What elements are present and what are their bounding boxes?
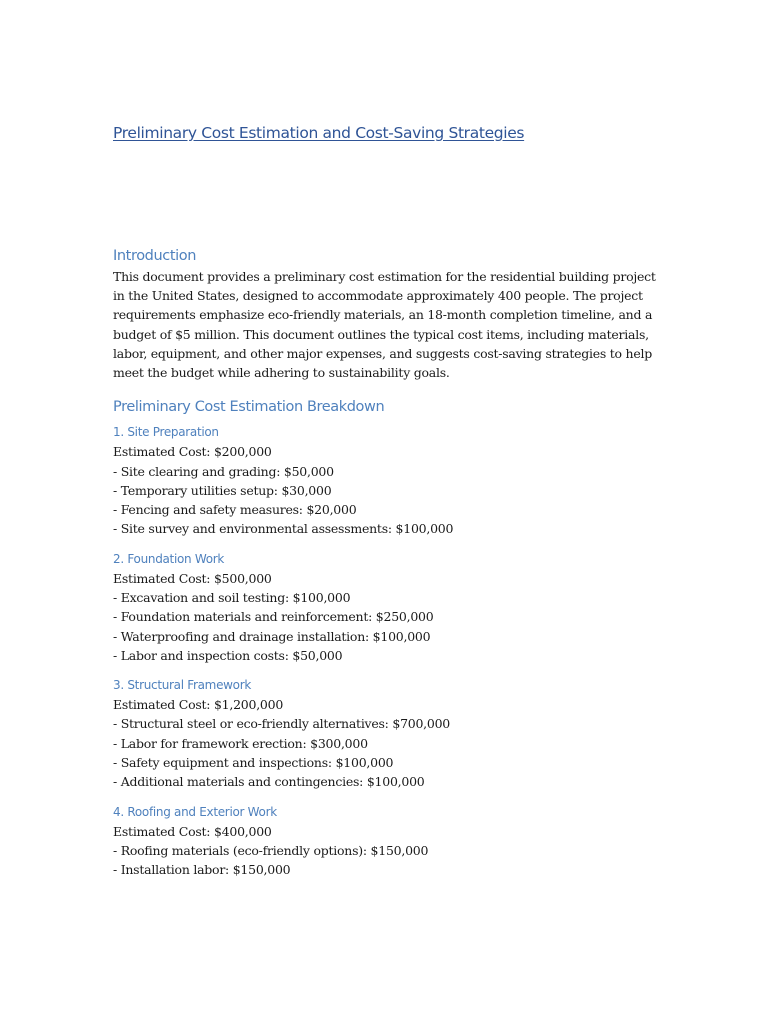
cost-item: - Temporary utilities setup: $30,000 (113, 482, 332, 498)
section-heading: 1. Site Preparation (113, 425, 219, 440)
section-roofing-exterior (113, 803, 658, 880)
section-heading: 3. Structural Framework (113, 678, 251, 693)
section-structural-framework (113, 676, 658, 791)
estimated-cost: Estimated Cost: $400,000 (113, 823, 272, 839)
cost-item: - Installation labor: $150,000 (113, 862, 291, 878)
cost-item: - Waterproofing and drainage installation: $100,000 (113, 628, 431, 644)
document-title: Preliminary Cost Estimation and Cost-Saving Strategies (113, 124, 525, 142)
cost-item: - Safety equipment and inspections: $100,000 (113, 755, 394, 771)
cost-item: - Additional materials and contingencies: $100,000 (113, 774, 425, 790)
cost-item: - Excavation and soil testing: $100,000 (113, 590, 351, 605)
cost-item: - Labor and inspection costs: $50,000 (113, 647, 343, 663)
introduction-paragraph: This document provides a preliminary cost estimation for the residential building project in the United States, designed to accommodate approximately 400 people. The project requirements emphasize eco-friendly materials, an 18-month completion timeline, and a budget of $5 million. This document outlines the typical cost items, including materials, labor, equipment, and other major expenses, and suggests cost-saving strategies to help meet the budget while adhering to sustainability goals. (113, 269, 656, 381)
cost-item: - Fencing and safety measures: $20,000 (113, 502, 357, 518)
document-body (113, 245, 658, 891)
section-heading: 2. Foundation Work (113, 551, 225, 566)
cost-item: - Labor for framework erection: $300,000 (113, 735, 368, 751)
estimated-cost: Estimated Cost: $500,000 (113, 570, 272, 586)
section-foundation-work (113, 550, 658, 665)
section-site-preparation (113, 423, 658, 538)
cost-item: - Foundation materials and reinforcement: $250,000 (113, 609, 434, 625)
estimated-cost: Estimated Cost: $1,200,000 (113, 697, 284, 713)
section-heading: 4. Roofing and Exterior Work (113, 804, 277, 819)
estimated-cost: Estimated Cost: $200,000 (113, 444, 272, 460)
cost-item: - Site survey and environmental assessments: $100,000 (113, 521, 454, 537)
cost-item: - Site clearing and grading: $50,000 (113, 463, 334, 479)
introduction-heading: Introduction (113, 248, 197, 264)
breakdown-heading: Preliminary Cost Estimation Breakdown (113, 399, 385, 416)
cost-item: - Roofing materials (eco-friendly options): $150,000 (113, 842, 429, 858)
cost-item: - Structural steel or eco-friendly alternatives: $700,000 (113, 716, 451, 732)
